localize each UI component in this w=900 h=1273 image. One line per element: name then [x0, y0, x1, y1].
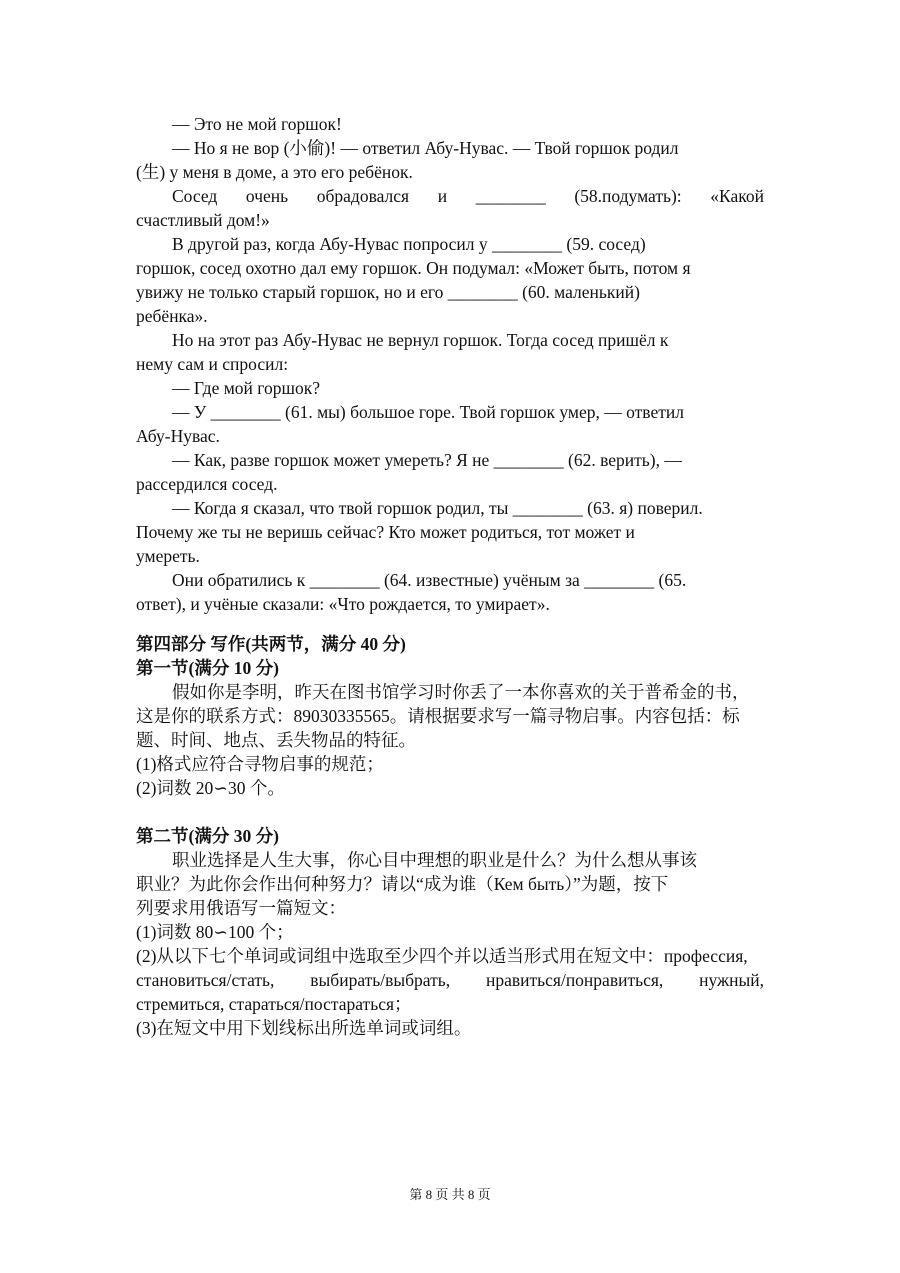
- section-2-requirement: (1)词数 80∽100 个；: [136, 922, 294, 942]
- story-line: (生) у меня в доме, а это его ребёнок.: [136, 162, 413, 182]
- section-1-text: 题、时间、地点、丢失物品的特征。: [136, 730, 416, 750]
- story-line: В другой раз, когда Абу-Нувас попросил у ________ (59. сосед): [172, 234, 646, 254]
- section-1-requirement: (1)格式应符合寻物启事的规范；: [136, 754, 384, 774]
- story-line: — Когда я сказал, что твой горшок родил, ты ________ (63. я) поверил.: [172, 498, 703, 518]
- section-2-title: 第二节(满分 30 分): [136, 826, 279, 846]
- story-line: — Как, разве горшок может умереть? Я не ________ (62. верить), —: [172, 450, 682, 470]
- word: и: [437, 186, 448, 206]
- section-2-text: 职业选择是人生大事，你心目中理想的职业是什么？为什么想从事该: [172, 850, 697, 870]
- section-1-text: 这是你的联系方式：89030335565。请根据要求写一篇寻物启事。内容包括：标: [136, 706, 740, 726]
- story-line: — Это не мой горшок!: [172, 114, 342, 134]
- story-line: ответ), и учёные сказали: «Что рождается, то умирает».: [136, 594, 550, 614]
- story-line: Но на этот раз Абу-Нувас не вернул горшок. Тогда сосед пришёл к: [172, 330, 669, 350]
- story-line: Они обратились к ________ (64. известные) учёным за ________ (65.: [172, 570, 687, 590]
- story-line: — Где мой горшок?: [172, 378, 321, 398]
- story-line-justified: [172, 184, 764, 208]
- word-option: нравиться/понравиться,: [486, 970, 664, 990]
- story-line: ребёнка».: [136, 306, 208, 326]
- blank-58: ________: [475, 186, 546, 206]
- section-2-requirement: (3)在短文中用下划线标出所选单词或词组。: [136, 1018, 472, 1038]
- story-line: счастливый дом!»: [136, 210, 270, 230]
- story-line: Абу-Нувас.: [136, 426, 220, 446]
- part-title: 第四部分 写作(共两节，满分 40 分): [136, 634, 406, 654]
- section-2-word-list: [136, 968, 764, 992]
- page-footer: 第 8 页 共 8 页: [409, 1187, 491, 1202]
- story-line: — У ________ (61. мы) большое горе. Твой горшок умер, — ответил: [172, 402, 684, 422]
- section-1-title: 第一节(满分 10 分): [136, 658, 279, 678]
- section-2-requirement: (2)从以下七个单词或词组中选取至少四个并以适当形式用在短文中：профессия,: [136, 946, 748, 966]
- story-line: горшок, сосед охотно дал ему горшок. Он подумал: «Может быть, потом я: [136, 258, 691, 278]
- section-1-text: 假如你是李明，昨天在图书馆学习时你丢了一本你喜欢的关于普希金的书，: [172, 682, 750, 702]
- section-2-text: 列要求用俄语写一篇短文：: [136, 898, 346, 918]
- word: (58.подумать):: [574, 186, 682, 206]
- word: очень: [245, 186, 289, 206]
- word-option: выбирать/выбрать,: [310, 970, 451, 990]
- word: Сосед: [172, 186, 218, 206]
- word: «Какой: [710, 186, 764, 206]
- section-2-word-list: стремиться, стараться/постараться；: [136, 994, 412, 1014]
- story-line: увижу не только старый горшок, но и его ________ (60. маленький): [136, 282, 640, 302]
- section-2-text: 职业？为此你会作出何种努力？请以“成为谁（Кем быть）”为题，按下: [136, 874, 669, 894]
- story-line: Почему же ты не веришь сейчас? Кто может родиться, тот может и: [136, 522, 635, 542]
- story-line: нему сам и спросил:: [136, 354, 289, 374]
- word-option: становиться/стать,: [136, 970, 275, 990]
- story-line: рассердился сосед.: [136, 474, 278, 494]
- word: обрадовался: [316, 186, 410, 206]
- word-option: нужный,: [699, 970, 764, 990]
- story-line: — Но я не вор (小偷)! — ответил Абу-Нувас. — Твой горшок родил: [172, 138, 679, 158]
- story-line: умереть.: [136, 546, 200, 566]
- section-1-requirement: (2)词数 20∽30 个。: [136, 778, 285, 798]
